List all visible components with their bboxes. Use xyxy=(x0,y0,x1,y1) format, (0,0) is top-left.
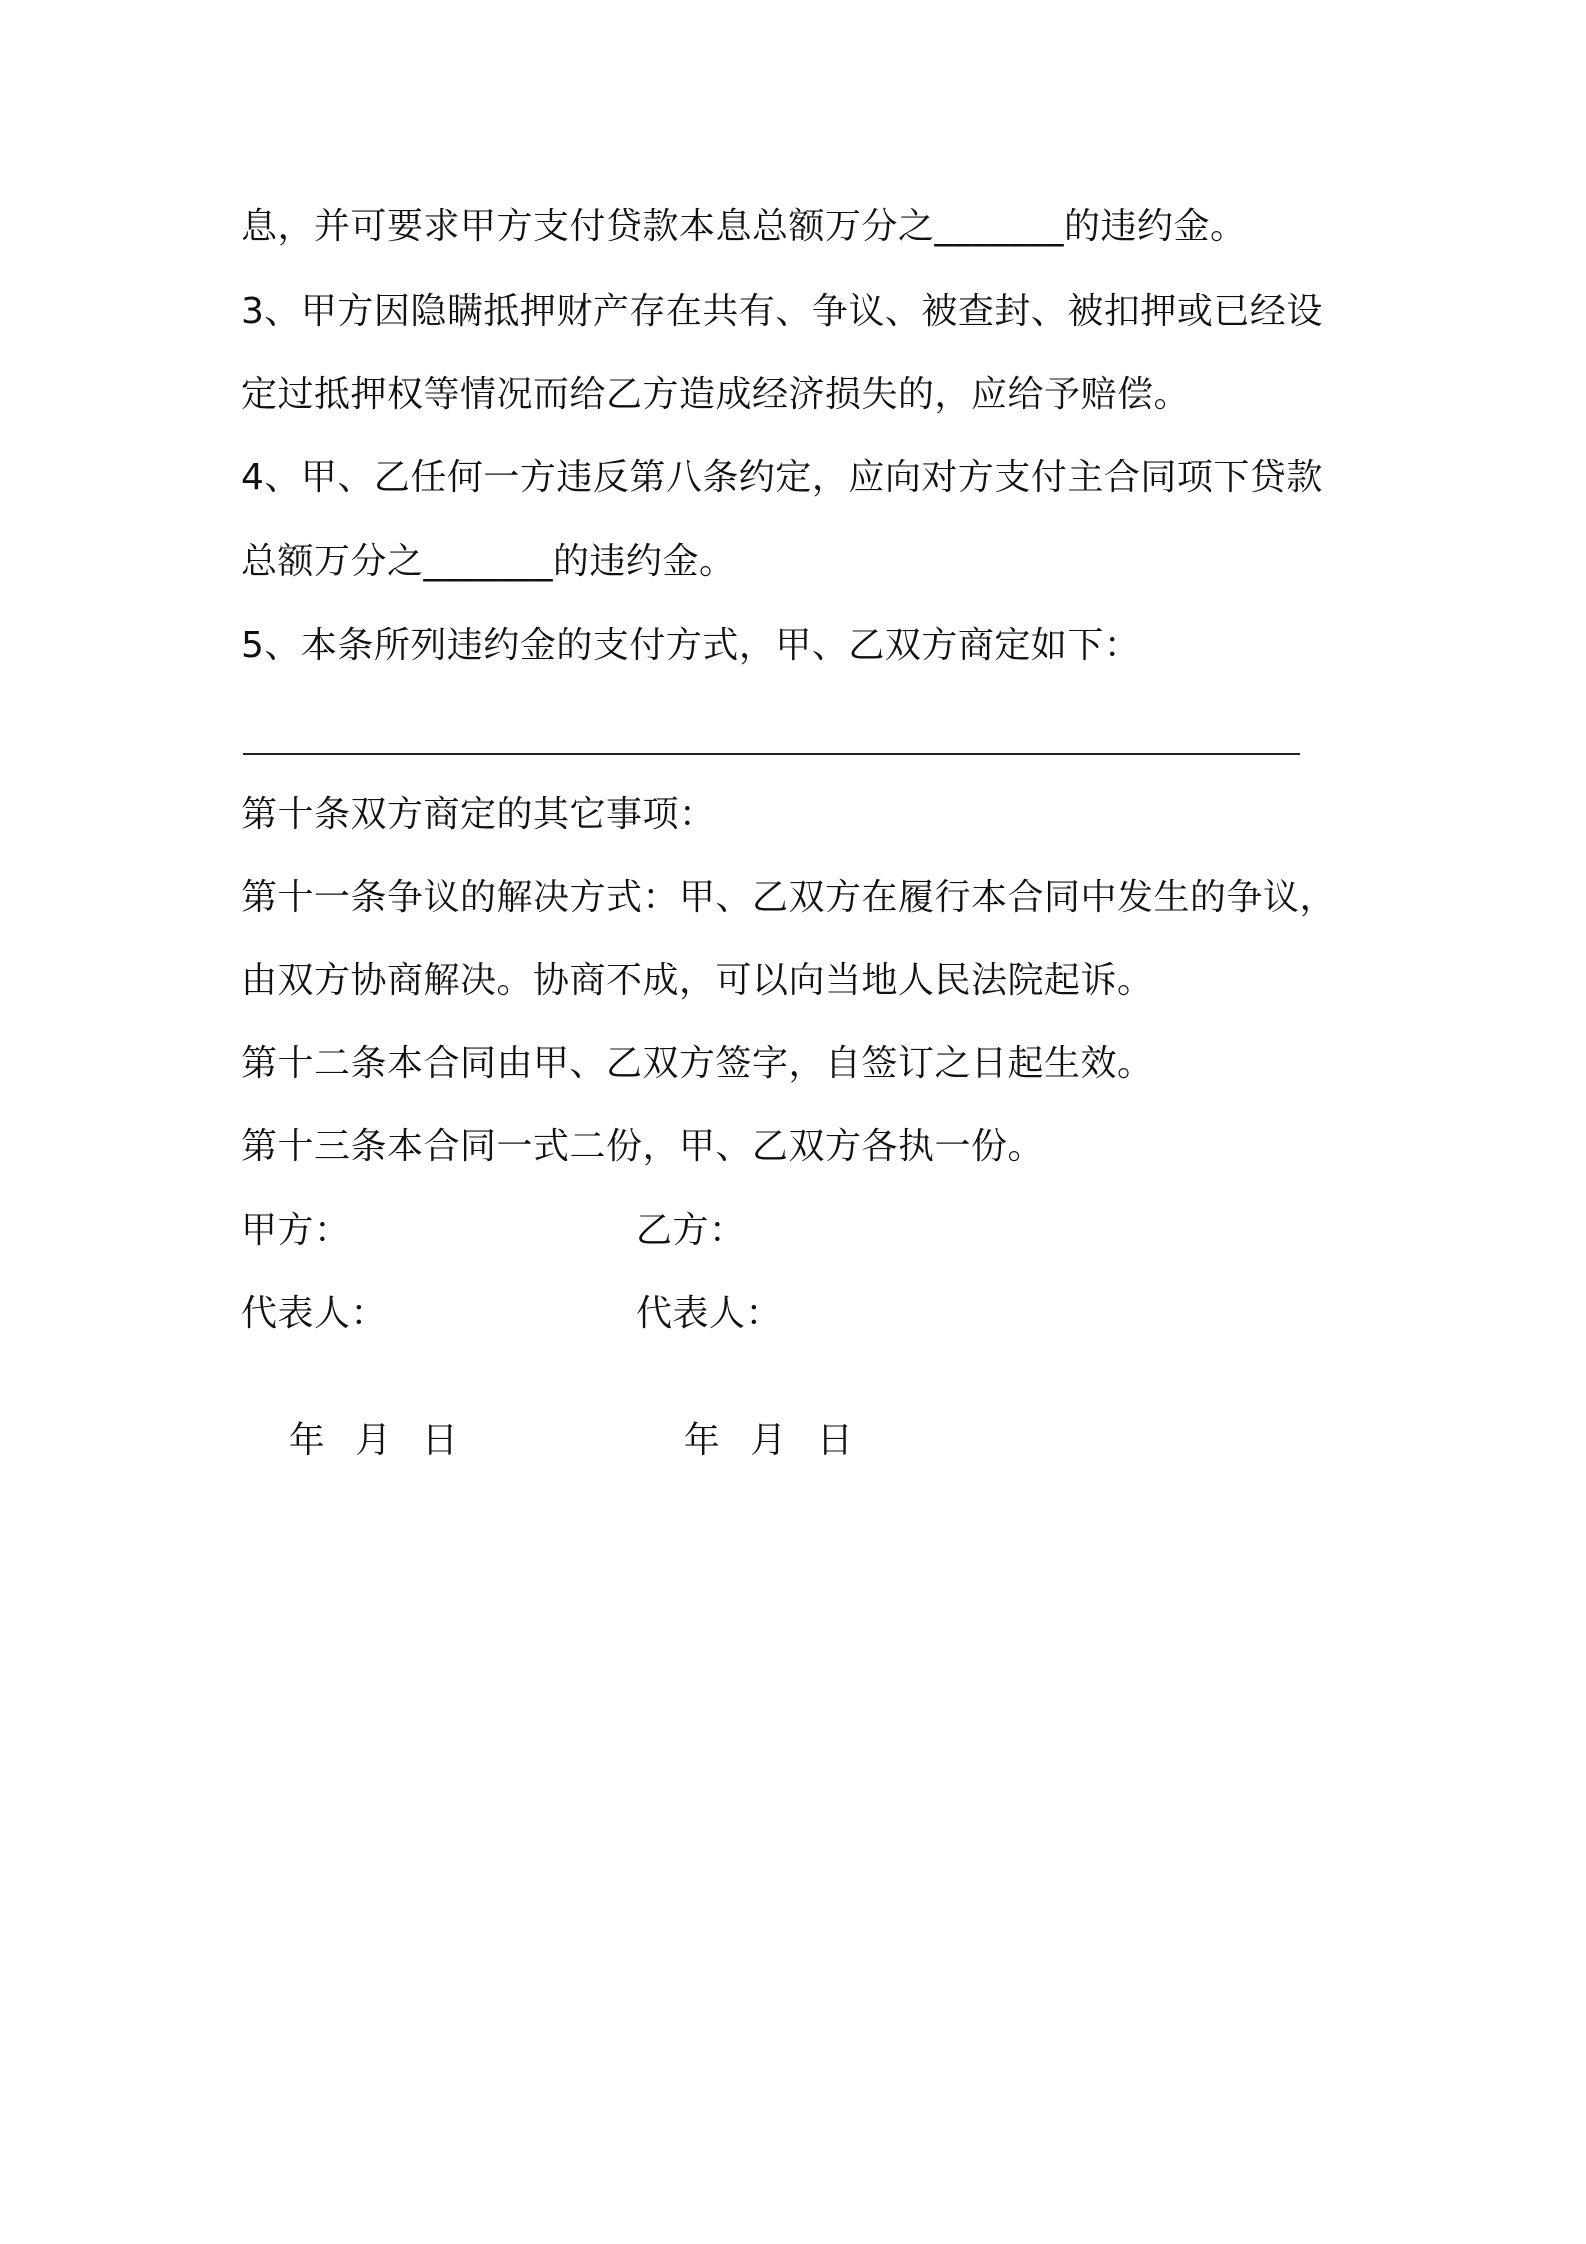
year-a-label: 年 xyxy=(288,1420,326,1461)
text-line-10: 第十二条本合同由甲、乙双方签字，自签订之日起生效。 xyxy=(241,1043,1154,1084)
text-line-5: 总额万分之_______的违约金。 xyxy=(241,541,736,582)
year-b-label: 年 xyxy=(683,1420,721,1461)
day-a-label: 日 xyxy=(421,1420,459,1461)
text-line-8: 第十一条争议的解决方式：甲、乙双方在履行本合同中发生的争议， xyxy=(241,877,1337,918)
text-line-3: 定过抵押权等情况而给乙方造成经济损失的，应给予赔偿。 xyxy=(241,374,1191,415)
month-b-label: 月 xyxy=(750,1420,787,1461)
day-b-label: 日 xyxy=(816,1420,854,1461)
text-line-1: 息，并可要求甲方支付贷款本息总额万分之_______的违约金。 xyxy=(241,206,1247,247)
text-line-2: 3、甲方因隐瞒抵押财产存在共有、争议、被查封、被扣押或已经设 xyxy=(241,291,1323,332)
text-line-4: 4、甲、乙任何一方违反第八条约定，应向对方支付主合同项下贷款 xyxy=(241,457,1323,498)
representative-b-label: 代表人： xyxy=(636,1293,783,1334)
month-a-label: 月 xyxy=(355,1420,392,1461)
blank-rule-line xyxy=(243,753,1300,755)
party-a-label: 甲方： xyxy=(241,1210,351,1251)
text-line-7: 第十条双方商定的其它事项： xyxy=(241,794,716,835)
date-b xyxy=(636,1375,853,1507)
text-line-11: 第十三条本合同一式二份，甲、乙双方各执一份。 xyxy=(241,1126,1045,1167)
date-a xyxy=(241,1375,458,1507)
text-line-6: 5、本条所列违约金的支付方式，甲、乙双方商定如下： xyxy=(241,625,1141,666)
text-line-9: 由双方协商解决。协商不成，可以向当地人民法院起诉。 xyxy=(241,960,1154,1001)
representative-a-label: 代表人： xyxy=(241,1293,388,1334)
party-b-label: 乙方： xyxy=(636,1210,746,1251)
